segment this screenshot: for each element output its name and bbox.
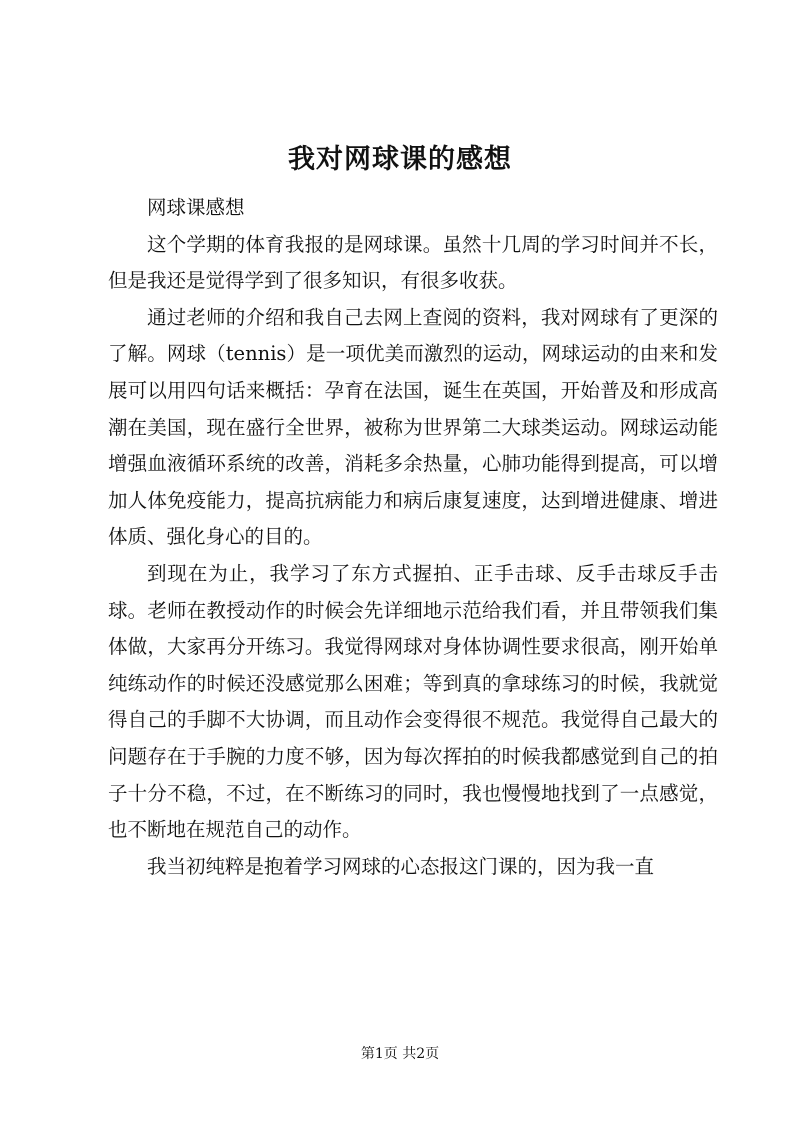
page-number-footer: 第1页 共2页 <box>360 1046 440 1062</box>
document-title: 我对网球课的感想 <box>288 144 512 175</box>
paragraph-intro: 这个学期的体育我报的是网球课。虽然十几周的学习时间并不长，但是我还是觉得学到了很多知识，有很多收获。 <box>108 232 718 293</box>
paragraph-motivation: 我当初纯粹是抱着学习网球的心态报这门课的，因为我一直 <box>147 854 655 878</box>
paragraph-learning-experience: 到现在为止，我学习了东方式握拍、正手击球、反手击球反手击球。老师在教授动作的时候会先详细地示范给我们看，并且带领我们集体做，大家再分开练习。我觉得网球对身体协调性要求很高，刚开始单纯练动作的时候还没感觉那么困难；等到真的拿球练习的时候，我就觉得自己的手脚不大协调，而且动作会变得很不规范。我觉得自己最大的问题存在于手腕的力度不够，因为每次挥拍的时候我都感觉到自己的拍子十分不稳，不过，在不断练习的同时，我也慢慢地找到了一点感觉，也不断地在规范自己的动作。 <box>108 561 718 842</box>
subtitle-paragraph: 网球课感想 <box>147 196 245 219</box>
paragraph-tennis-background: 通过老师的介绍和我自己去网上查阅的资料，我对网球有了更深的了解。网球（tennis）是一项优美而激烈的运动，网球运动的由来和发展可以用四句话来概括：孕育在法国，诞生在英国，开始普及和形成高潮在美国，现在盛行全世界，被称为世界第二大球类运动。网球运动能增强血液循环系统的改善，消耗多余热量，心肺功能得到提高，可以增加人体免疫能力，提高抗病能力和病后康复速度，达到增进健康、增进体质、强化身心的目的。 <box>108 305 718 549</box>
document-body <box>108 190 718 885</box>
